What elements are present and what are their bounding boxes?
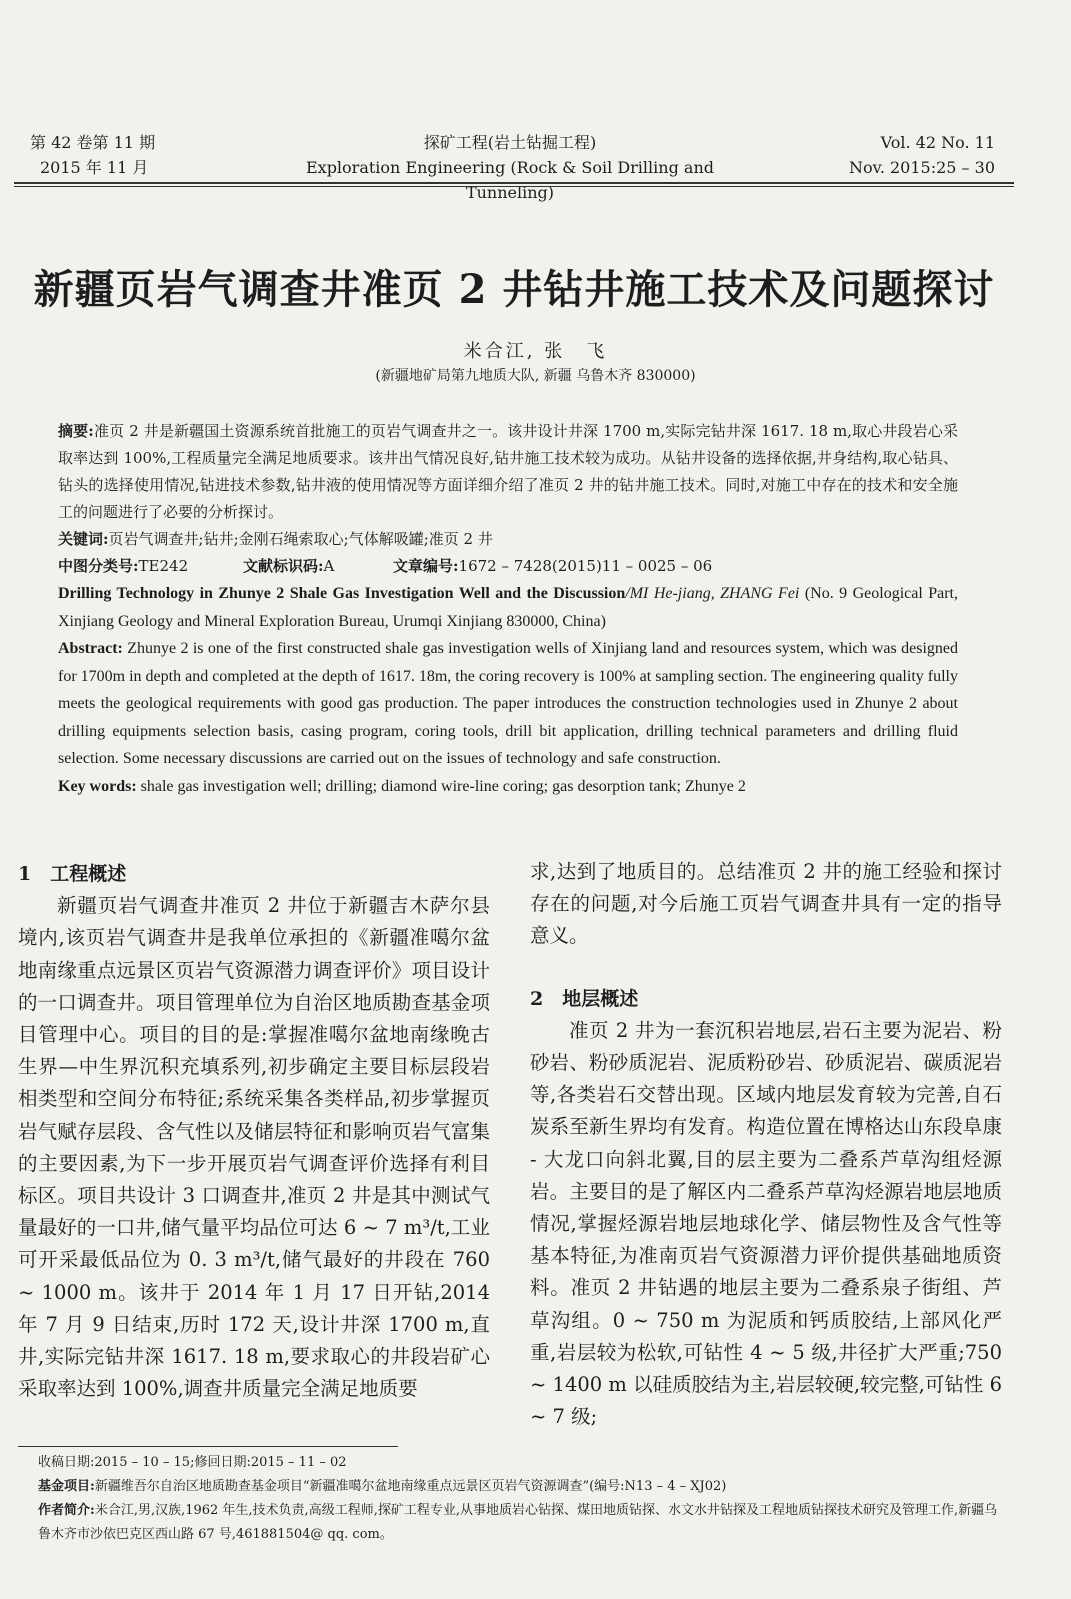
section-1-heading: 1 工程概述 <box>18 863 127 885</box>
abstract-cn <box>58 418 958 526</box>
paper-authors: 米合江, 张 飞 <box>463 341 608 362</box>
english-keywords-label: Key words: <box>58 777 137 795</box>
paper-affiliation: (新疆地矿局第九地质大队, 新疆 乌鲁木齐 830000) <box>375 368 696 384</box>
english-keywords-text: shale gas investigation well; drilling; diamond wire-line coring; gas desorption tank; Zhunye 2 <box>136 777 746 795</box>
clc-value: TE242 <box>138 557 189 575</box>
footnote-dates: 收稿日期:2015 – 10 – 15;修回日期:2015 – 11 – 02 <box>38 1455 347 1470</box>
journal-name-cn: 探矿工程(岩土钻掘工程) <box>423 133 597 152</box>
body-right-column <box>530 856 1002 1433</box>
paper-title: 新疆页岩气调查井准页 2 井钻井施工技术及问题探讨 <box>33 266 995 313</box>
fund-label: 基金项目: <box>38 1479 95 1494</box>
footnote-fund <box>38 1475 1003 1499</box>
header-volume <box>30 130 155 180</box>
english-title: Drilling Technology in Zhunye 2 Shale Gas Investigation Well and the Discussion <box>58 585 626 602</box>
keywords-cn <box>58 526 958 553</box>
english-keywords <box>58 773 958 801</box>
keywords-cn-label: 关键词: <box>58 530 109 548</box>
english-title-block <box>58 580 958 635</box>
pages-en: Nov. 2015:25 – 30 <box>849 158 995 177</box>
doc-code-value: A <box>323 557 335 575</box>
author-bio-text: 米合江,男,汉族,1962 年生,技术负责,高级工程师,探矿工程专业,从事地质岩心钻探、煤田地质钻探、水文水井钻探及工程地质钻探技术研究及管理工作,新疆乌鲁木齐市沙依巴克区西山路 67 号,461881504@ qq. com。 <box>38 1503 998 1542</box>
abstract-cn-text: 准页 2 井是新疆国土资源系统首批施工的页岩气调查井之一。该井设计井深 1700 m,实际完钻井深 1617. 18 m,取心井段岩心采取率达到 100%,工程质量完全满足地质要求。该井出气情况良好,钻井施工技术较为成功。从钻井设备的选择依据,井身结构,取心钻具、钻头的选择使用情况,钻进技术参数,钻井液的使用情况等方面详细介绍了准页 2 井的钻井施工技术。同时,对施工中存在的技术和安全施工的问题进行了必要的分析探讨。 <box>58 422 958 521</box>
article-no-label: 文章编号: <box>393 557 459 575</box>
abstract-block <box>58 418 958 800</box>
english-abstract <box>58 635 958 773</box>
doc-code-label: 文献标识码: <box>243 557 324 575</box>
date-cn: 2015 年 11 月 <box>40 158 149 177</box>
section-2-heading: 2 地层概述 <box>530 987 639 1010</box>
header-volume-en <box>820 130 995 180</box>
classification-row <box>58 553 958 580</box>
abstract-cn-label: 摘要: <box>58 422 94 440</box>
volume-issue-cn: 第 42 卷第 11 期 <box>30 133 156 152</box>
author-bio-label: 作者简介: <box>38 1503 95 1518</box>
footnote-rule <box>18 1446 398 1447</box>
header-rule-thin <box>14 186 1014 187</box>
body-left-column <box>18 858 490 1405</box>
journal-name-en: Exploration Engineering (Rock & Soil Drilling and Tunneling) <box>305 158 714 202</box>
english-authors: /MI He-jiang, ZHANG Fei <box>625 585 800 602</box>
footnotes <box>38 1451 1003 1547</box>
english-abstract-text: Zhunye 2 is one of the first constructed shale gas investigation wells of Xinjiang land and resources system, which was designed for 1700m in depth and completed at the depth of 1617. 18m, the coring recovery is 100% at sampling section. The engineering quality fully meets the geological requirements with good gas production. The paper introduces the construction technologies used in Zhunye 2 about drilling equipments selection basis, casing program, coring tools, drill bit application, drilling technical parameters and drilling fluid selection. Some necessary discussions are carried out on the issues of technology and safe construction. <box>58 640 958 767</box>
english-abstract-label: Abstract: <box>58 640 123 657</box>
header-rule-thick <box>14 182 1014 184</box>
section-1-continuation: 求,达到了地质目的。总结准页 2 井的施工经验和探讨存在的问题,对今后施工页岩气调查井具有一定的指导意义。 <box>530 860 1002 948</box>
english-affiliation: (No. 9 Geological Part, Xinjiang Geology and Mineral Exploration Bureau, Urumqi Xinjiang 830000, China) <box>58 585 959 630</box>
keywords-cn-text: 页岩气调查井;钻井;金刚石绳索取心;气体解吸罐;准页 2 井 <box>108 530 493 548</box>
footnote-author <box>38 1499 1003 1547</box>
header-journal <box>260 130 760 205</box>
article-no-value: 1672 – 7428(2015)11 – 0025 – 06 <box>458 557 713 575</box>
volume-issue-en: Vol. 42 No. 11 <box>880 133 995 152</box>
fund-text: 新疆维吾尔自治区地质勘查基金项目“新疆准噶尔盆地南缘重点远景区页岩气资源调查”(编号:N13 – 4 – XJ02) <box>94 1479 727 1494</box>
clc-label: 中图分类号: <box>58 557 139 575</box>
section-1-paragraph: 新疆页岩气调查井准页 2 井位于新疆吉木萨尔县境内,该页岩气调查井是我单位承担的《新疆准噶尔盆地南缘重点远景区页岩气资源潜力调查评价》项目设计的一口调查井。项目管理单位为自治区地质勘查基金项目管理中心。项目的目的是:掌握准噶尔盆地南缘晚古生界—中生界沉积充填系列,初步确定主要目标层段岩相类型和空间分布特征;系统采集各类样品,初步掌握页岩气赋存层段、含气性以及储层特征和影响页岩气富集的主要因素,为下一步开展页岩气调查评价选择有利目标区。项目共设计 3 口调查井,准页 2 井是其中测试气量最好的一口井,储气量平均品位可达 6 ~ 7 m³/t,工业可开采最低品位为 0. 3 m³/t,储气最好的井段在 760 ~ 1000 m。该井于 2014 年 1 月 17 日开钻,2014 年 7 月 9 日结束,历时 172 天,设计井深 1700 m,直井,实际完钻井深 1617. 18 m,要求取心的井段岩矿心采取率达到 100%,调查井质量完全满足地质要 <box>18 894 490 1401</box>
section-2-paragraph: 准页 2 井为一套沉积岩地层,岩石主要为泥岩、粉砂岩、粉砂质泥岩、泥质粉砂岩、砂质泥岩、碳质泥岩等,各类岩石交替出现。区域内地层发育较为完善,自石炭系至新生界均有发育。构造位置在博格达山东段阜康 - 大龙口向斜北翼,目的层主要为二叠系芦草沟组烃源岩。主要目的是了解区内二叠系芦草沟烃源岩地层地质情况,掌握烃源岩地层地球化学、储层物性及含气性等基本特征,为准南页岩气资源潜力评价提供基础地质资料。准页 2 井钻遇的地层主要为二叠系泉子街组、芦草沟组。0 ~ 750 m 为泥质和钙质胶结,上部风化严重,岩层较为松软,可钻性 4 ~ 5 级,井径扩大严重;750 ~ 1400 m 以硅质胶结为主,岩层较硬,较完整,可钻性 6 ~ 7 级; <box>530 1018 1002 1429</box>
